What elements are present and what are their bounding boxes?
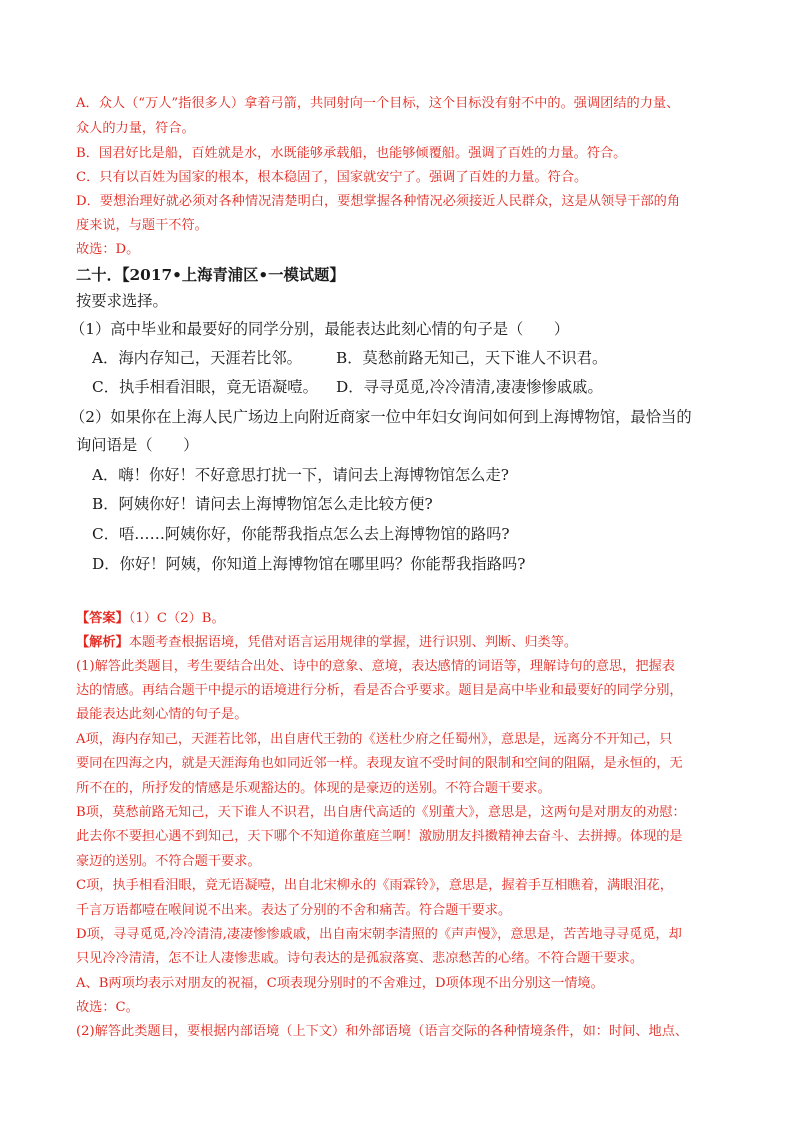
top-analysis-line-4: C．只有以百姓为国家的根本，根本稳固了，国家就安宁了。强调了百姓的力量。符合。: [76, 170, 588, 185]
analysis-line-10: C项，执手相看泪眼，竟无语凝噎，出自北宋柳永的《雨霖铃》，意思是，握着手互相瞧着，满眼泪花，: [76, 878, 673, 893]
analysis-tag: 【解析】: [76, 635, 129, 650]
top-analysis-line-3: B．国君好比是船，百姓就是水，水既能够承载船，也能够倾覆船。强调了百姓的力量。符合。: [76, 146, 627, 161]
q1-option-c: C．执手相看泪眼，竟无语凝噎。: [92, 378, 318, 396]
analysis-line-8: 此去你不要担心遇不到知己，天下哪个不知道你董庭兰啊！激励朋友抖擞精神去奋斗、去拼搏。体现的是: [76, 829, 683, 844]
analysis-line-5: 要同在四海之内，就是天涯海角也如同近邻一样。表现友谊不受时间的限制和空间的阻隔，是永恒的，无: [76, 756, 683, 771]
analysis-intro-line: [76, 636, 577, 649]
q2-stem-line-1: （2）如果你在上海人民广场边上向附近商家一位中年妇女询问如何到上海博物馆，最恰当的: [70, 408, 692, 426]
q1-stem: （1）高中毕业和最要好的同学分别，最能表达此刻心情的句子是（ ）: [70, 320, 570, 338]
question-instruction: 按要求选择。: [76, 292, 168, 310]
q2-option-a: A．嗨！你好！不好意思打扰一下，请问去上海博物馆怎么走?: [92, 466, 509, 484]
analysis-line-13: 只见冷冷清清，怎不让人凄惨悲戚。诗句表达的是孤寂落寞、悲凉愁苦的心绪。不符合题干要求。: [76, 951, 644, 966]
top-analysis-line-5: D．要想治理好就必须对各种情况清楚明白，要想掌握各种情况必须接近人民群众，这是从领导干部的角: [76, 194, 681, 209]
q1-option-b: B．莫愁前路无知己，天下谁人不识君。: [336, 349, 608, 367]
analysis-line-3: 最能表达此刻心情的句子是。: [76, 707, 248, 722]
q2-option-b: B．阿姨你好！请问去上海博物馆怎么走比较方便?: [92, 495, 433, 513]
q2-option-c: C．唔……阿姨你好，你能帮我指点怎么去上海博物馆的路吗?: [92, 525, 510, 543]
analysis-line-12: D项，寻寻觅觅,冷冷清清,凄凄惨惨戚戚，出自南宋朝李清照的《声声慢》，意思是，苦苦地寻寻觅觅，却: [76, 927, 682, 942]
answer-line: [76, 612, 225, 625]
answer-tag: 【答案】: [76, 611, 129, 626]
analysis-line-1: (1)解答此类题目，考生要结合出处、诗中的意象、意境，表达感情的词语等，理解诗句的意思，把握表: [76, 659, 675, 674]
top-analysis-line-7: 故选：D。: [76, 242, 140, 257]
top-analysis-line-2: 众人的力量，符合。: [76, 121, 195, 136]
analysis-line-6: 所不在的，所抒发的情感是乐观豁达的。体现的是豪迈的送别。不符合题干要求。: [76, 781, 551, 796]
analysis-line-7: B项，莫愁前路无知己，天下谁人不识君，出自唐代高适的《别董大》，意思是，这两句是对朋友的劝慰：: [76, 805, 686, 820]
question-title: 二十．【2017•上海青浦区•一模试题】: [76, 266, 345, 284]
analysis-line-2: 达的情感。再结合题干中提示的语境进行分析，看是否合乎要求。题目是高中毕业和最要好的同学分别，: [76, 683, 683, 698]
q2-option-d: D．你好！阿姨，你知道上海博物馆在哪里吗？你能帮我指路吗?: [92, 555, 526, 573]
q1-option-d: D．寻寻觅觅,冷冷清清,凄凄惨惨戚戚。: [336, 378, 603, 396]
q2-stem-line-2: 询问语是（ ）: [76, 436, 199, 454]
q1-option-a: A．海内存知己，天涯若比邻。: [92, 349, 302, 367]
top-analysis-line-6: 度来说，与题干不符。: [76, 218, 208, 233]
analysis-intro: 本题考查根据语境，凭借对语言运用规律的掌握，进行识别、判断、归类等。: [128, 635, 578, 650]
analysis-line-11: 千言万语都噎在喉间说不出来。表达了分别的不舍和痛苦。符合题干要求。: [76, 903, 512, 918]
analysis-line-9: 豪迈的送别。不符合题干要求。: [76, 854, 261, 869]
analysis-line-4: A项，海内存知己，天涯若比邻，出自唐代王勃的《送杜少府之任蜀州》，意思是，远离分不开知己，只: [76, 732, 673, 747]
analysis-line-14: A、B两项均表示对朋友的祝福，C项表现分别时的不舍难过，D项体现不出分别这一情境。: [76, 976, 604, 991]
analysis-line-15: 故选：C。: [76, 1000, 139, 1015]
answer-text: （1）C（2）B。: [128, 611, 225, 626]
analysis-line-16: (2)解答此类题目，要根据内部语境（上下文）和外部语境（语言交际的各种情境条件，如：时间、地点、: [76, 1024, 689, 1039]
top-analysis-line-1: A．众人（“万人”指很多人）拿着弓箭，共同射向一个目标，这个目标没有射不中的。强调团结的力量、: [76, 96, 680, 111]
